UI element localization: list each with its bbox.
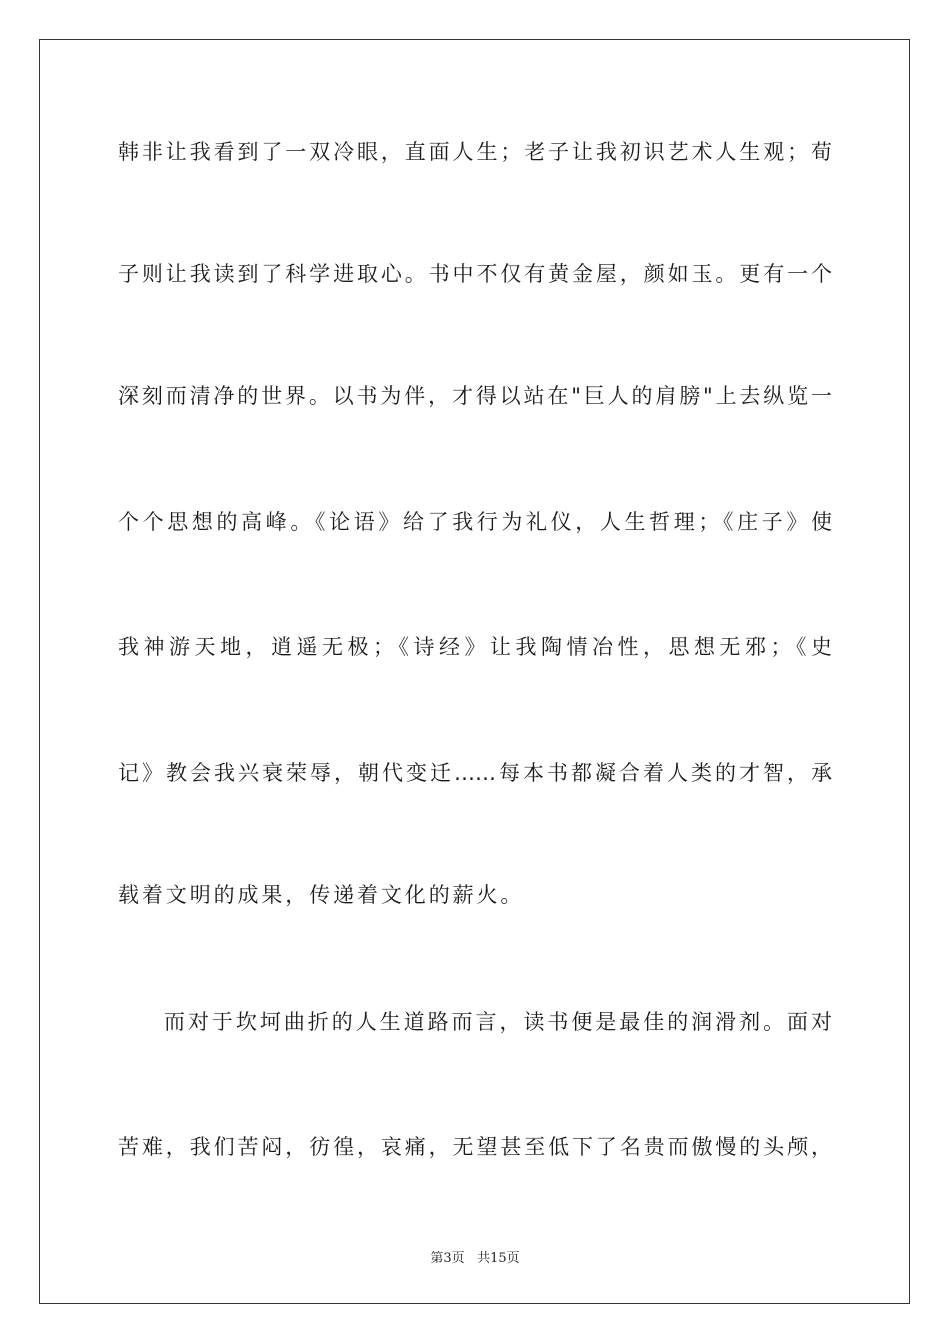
text-line-5: 我神游天地，逍遥无极；《诗经》让我陶情冶性，思想无邪；《史 (118, 635, 832, 659)
page-frame (39, 39, 910, 1304)
text-line-1: 韩非让我看到了一双冷眼，直面人生；老子让我初识艺术人生观；荀 (118, 140, 832, 164)
text-line-2: 子则让我读到了科学进取心。书中不仅有黄金屋，颜如玉。更有一个 (118, 262, 832, 286)
page-footer (0, 1247, 950, 1266)
page-number: 第3页 (430, 1251, 465, 1266)
text-line-4: 个个思想的高峰。《论语》给了我行为礼仪，人生哲理；《庄子》使 (118, 510, 832, 534)
text-line-3: 深刻而清净的世界。以书为伴，才得以站在"巨人的肩膀"上去纵览一 (118, 384, 832, 408)
text-line-8: 而对于坎坷曲折的人生道路而言，读书便是最佳的润滑剂。面对 (164, 1010, 832, 1034)
text-line-6: 记》教会我兴衰荣辱，朝代变迁……每本书都凝合着人类的才智，承 (118, 761, 832, 785)
text-line-7: 载着文明的成果，传递着文化的薪火。 (118, 883, 525, 907)
page-total: 共15页 (477, 1251, 520, 1266)
text-line-9: 苦难，我们苦闷，彷徨，哀痛，无望甚至低下了名贵而傲慢的头颅， (118, 1135, 832, 1159)
